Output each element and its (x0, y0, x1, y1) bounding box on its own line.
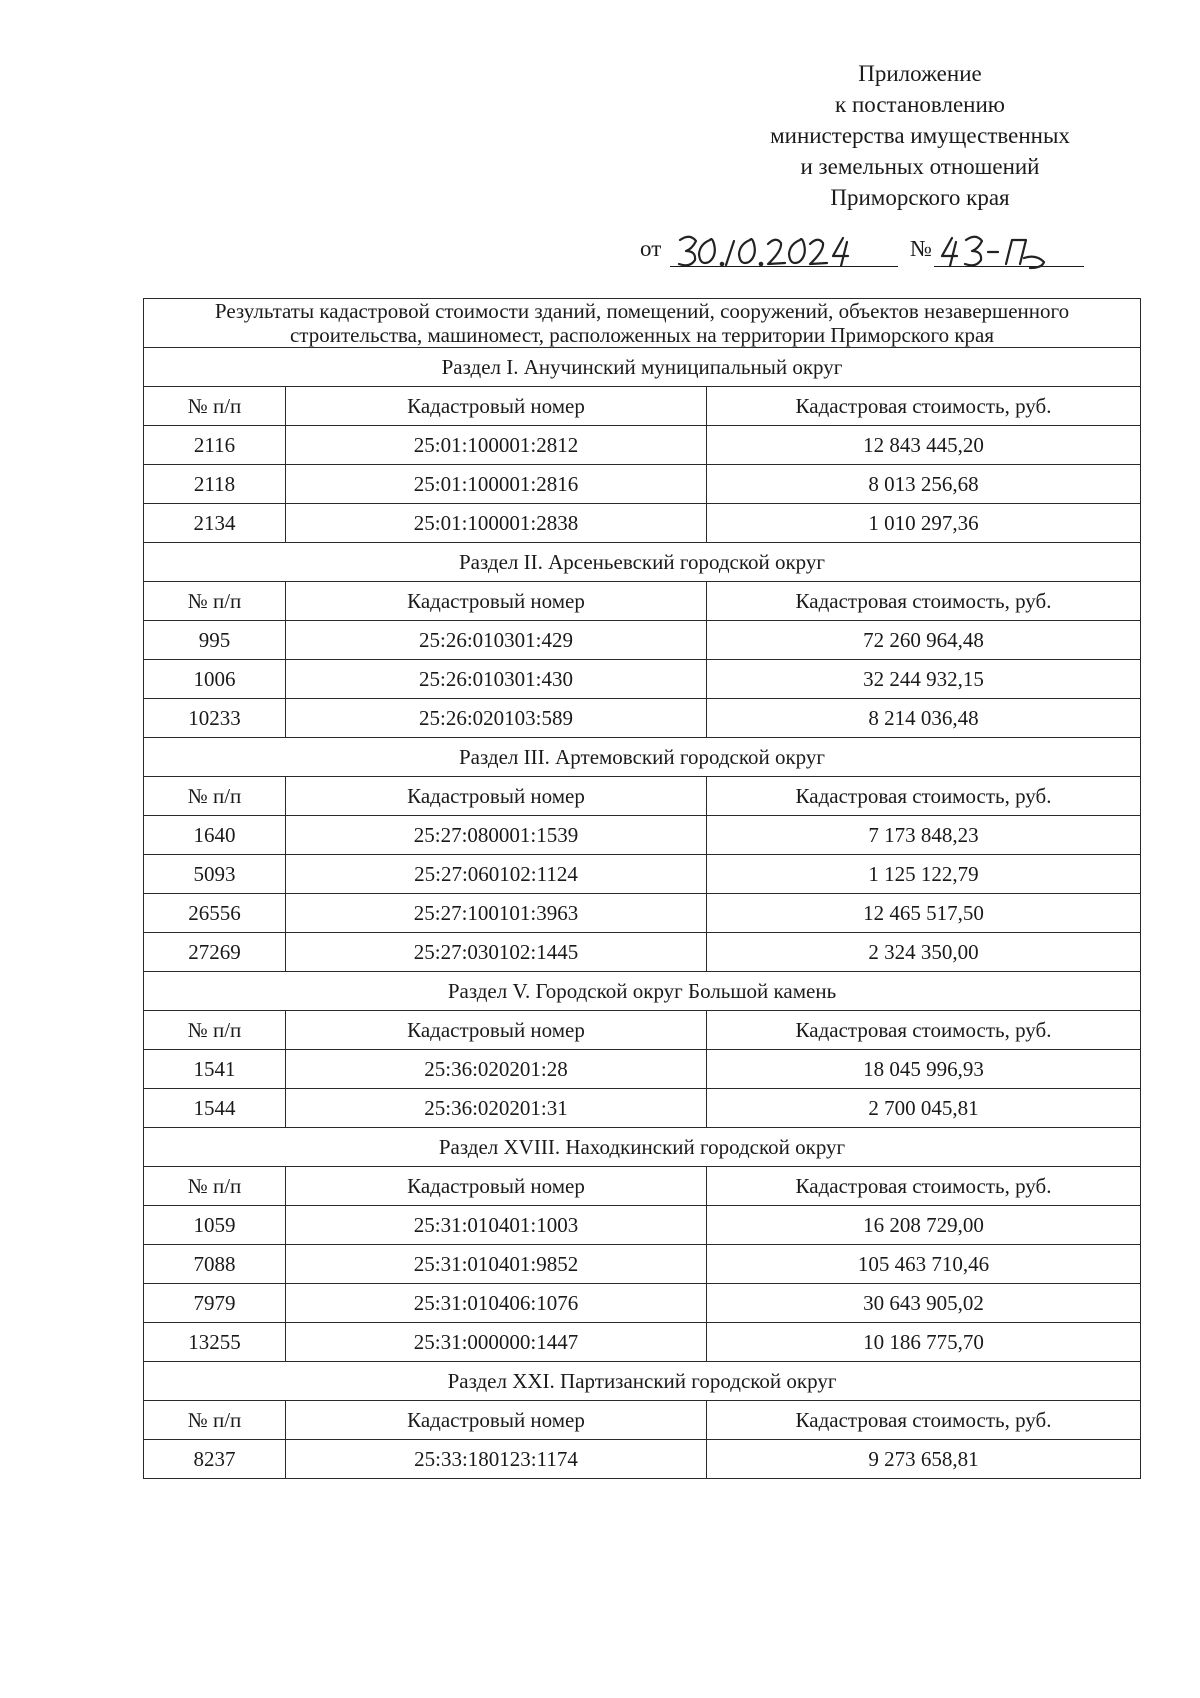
row-number: 1006 (144, 660, 286, 699)
cadastral-value: 10 186 775,70 (707, 1323, 1141, 1362)
cadastral-value: 1 010 297,36 (707, 504, 1141, 543)
column-header-cadastral-value: Кадастровая стоимость, руб. (707, 582, 1141, 621)
table-title: Результаты кадастровой стоимости зданий, помещений, сооружений, объектов незавершенного строительства, машиномест, расположенных на территории Приморского края (144, 299, 1141, 348)
table-row (144, 1206, 1141, 1245)
cadastral-number: 25:26:020103:589 (286, 699, 707, 738)
column-header-number: № п/п (144, 1401, 286, 1440)
cadastral-number: 25:31:010401:1003 (286, 1206, 707, 1245)
cadastral-value: 105 463 710,46 (707, 1245, 1141, 1284)
table-row (144, 1440, 1141, 1479)
section-title: Раздел I. Анучинский муниципальный округ (144, 348, 1141, 387)
row-number: 10233 (144, 699, 286, 738)
cadastral-number: 25:01:100001:2816 (286, 465, 707, 504)
cadastral-number: 25:27:080001:1539 (286, 816, 707, 855)
row-number: 1059 (144, 1206, 286, 1245)
row-number: 1541 (144, 1050, 286, 1089)
column-header-cadastral-number: Кадастровый номер (286, 582, 707, 621)
column-header-cadastral-number: Кадастровый номер (286, 1011, 707, 1050)
cadastral-number: 25:27:030102:1445 (286, 933, 707, 972)
table-row (144, 1284, 1141, 1323)
cadastral-number: 25:31:010406:1076 (286, 1284, 707, 1323)
row-number: 27269 (144, 933, 286, 972)
column-header-cadastral-number: Кадастровый номер (286, 387, 707, 426)
table-title-row (144, 299, 1141, 348)
handwritten-date-and-number (640, 228, 1140, 272)
table-row (144, 933, 1141, 972)
cadastral-value: 8 214 036,48 (707, 699, 1141, 738)
column-header-cadastral-value: Кадастровая стоимость, руб. (707, 1401, 1141, 1440)
appendix-line: министерства имущественных (770, 123, 1070, 148)
section-header-row (144, 1362, 1141, 1401)
column-header-cadastral-number: Кадастровый номер (286, 1401, 707, 1440)
section-header-row (144, 738, 1141, 777)
section-header-row (144, 972, 1141, 1011)
cadastral-value: 16 208 729,00 (707, 1206, 1141, 1245)
cadastral-number: 25:27:060102:1124 (286, 855, 707, 894)
column-header-cadastral-value: Кадастровая стоимость, руб. (707, 387, 1141, 426)
cadastral-number: 25:26:010301:430 (286, 660, 707, 699)
table-row (144, 1245, 1141, 1284)
cadastral-value: 1 125 122,79 (707, 855, 1141, 894)
section-title: Раздел XVIII. Находкинский городской округ (144, 1128, 1141, 1167)
section-title: Раздел V. Городской округ Большой камень (144, 972, 1141, 1011)
table-row (144, 1050, 1141, 1089)
cadastral-value: 7 173 848,23 (707, 816, 1141, 855)
table-row (144, 1089, 1141, 1128)
column-header-cadastral-value: Кадастровая стоимость, руб. (707, 1167, 1141, 1206)
cadastral-number: 25:36:020201:31 (286, 1089, 707, 1128)
cadastral-number: 25:01:100001:2812 (286, 426, 707, 465)
cadastral-number: 25:31:000000:1447 (286, 1323, 707, 1362)
table-row (144, 660, 1141, 699)
column-header-number: № п/п (144, 387, 286, 426)
table-row (144, 816, 1141, 855)
table-row (144, 699, 1141, 738)
column-header-row (144, 1401, 1141, 1440)
appendix-header (700, 58, 1140, 213)
row-number: 7979 (144, 1284, 286, 1323)
appendix-line: к постановлению (835, 92, 1005, 117)
row-number: 2134 (144, 504, 286, 543)
column-header-row (144, 1167, 1141, 1206)
section-header-row (144, 348, 1141, 387)
section-title: Раздел III. Артемовский городской округ (144, 738, 1141, 777)
appendix-line: Приморского края (830, 185, 1010, 210)
decree-reference (640, 228, 1140, 272)
cadastral-value: 2 700 045,81 (707, 1089, 1141, 1128)
table-row (144, 621, 1141, 660)
table-row (144, 504, 1141, 543)
cadastral-value: 18 045 996,93 (707, 1050, 1141, 1089)
column-header-cadastral-value: Кадастровая стоимость, руб. (707, 777, 1141, 816)
cadastral-value: 8 013 256,68 (707, 465, 1141, 504)
row-number: 13255 (144, 1323, 286, 1362)
cadastral-number: 25:31:010401:9852 (286, 1245, 707, 1284)
column-header-cadastral-number: Кадастровый номер (286, 1167, 707, 1206)
cadastral-value: 12 843 445,20 (707, 426, 1141, 465)
cadastral-value: 30 643 905,02 (707, 1284, 1141, 1323)
section-title: Раздел XXI. Партизанский городской округ (144, 1362, 1141, 1401)
row-number: 26556 (144, 894, 286, 933)
column-header-row (144, 387, 1141, 426)
table-row (144, 465, 1141, 504)
appendix-line: Приложение (858, 61, 982, 86)
column-header-number: № п/п (144, 1011, 286, 1050)
cadastral-value: 32 244 932,15 (707, 660, 1141, 699)
row-number: 1640 (144, 816, 286, 855)
cadastral-number: 25:33:180123:1174 (286, 1440, 707, 1479)
row-number: 2116 (144, 426, 286, 465)
cadastral-value: 12 465 517,50 (707, 894, 1141, 933)
row-number: 2118 (144, 465, 286, 504)
column-header-row (144, 777, 1141, 816)
cadastral-value: 2 324 350,00 (707, 933, 1141, 972)
column-header-number: № п/п (144, 1167, 286, 1206)
column-header-row (144, 582, 1141, 621)
cadastral-value: 9 273 658,81 (707, 1440, 1141, 1479)
table-row (144, 1323, 1141, 1362)
column-header-number: № п/п (144, 777, 286, 816)
row-number: 7088 (144, 1245, 286, 1284)
decree-number-label: № (910, 236, 932, 261)
cadastral-number: 25:01:100001:2838 (286, 504, 707, 543)
cadastral-value: 72 260 964,48 (707, 621, 1141, 660)
table-row (144, 855, 1141, 894)
decree-from-label: от (640, 236, 662, 261)
row-number: 8237 (144, 1440, 286, 1479)
cadastral-number: 25:27:100101:3963 (286, 894, 707, 933)
column-header-number: № п/п (144, 582, 286, 621)
cadastral-number: 25:36:020201:28 (286, 1050, 707, 1089)
cadastral-number: 25:26:010301:429 (286, 621, 707, 660)
row-number: 995 (144, 621, 286, 660)
table-row (144, 426, 1141, 465)
section-header-row (144, 543, 1141, 582)
appendix-line: и земельных отношений (800, 154, 1040, 179)
table-row (144, 894, 1141, 933)
cadastral-value-table (143, 298, 1141, 1479)
section-title: Раздел II. Арсеньевский городской округ (144, 543, 1141, 582)
column-header-cadastral-value: Кадастровая стоимость, руб. (707, 1011, 1141, 1050)
row-number: 1544 (144, 1089, 286, 1128)
row-number: 5093 (144, 855, 286, 894)
section-header-row (144, 1128, 1141, 1167)
column-header-row (144, 1011, 1141, 1050)
column-header-cadastral-number: Кадастровый номер (286, 777, 707, 816)
